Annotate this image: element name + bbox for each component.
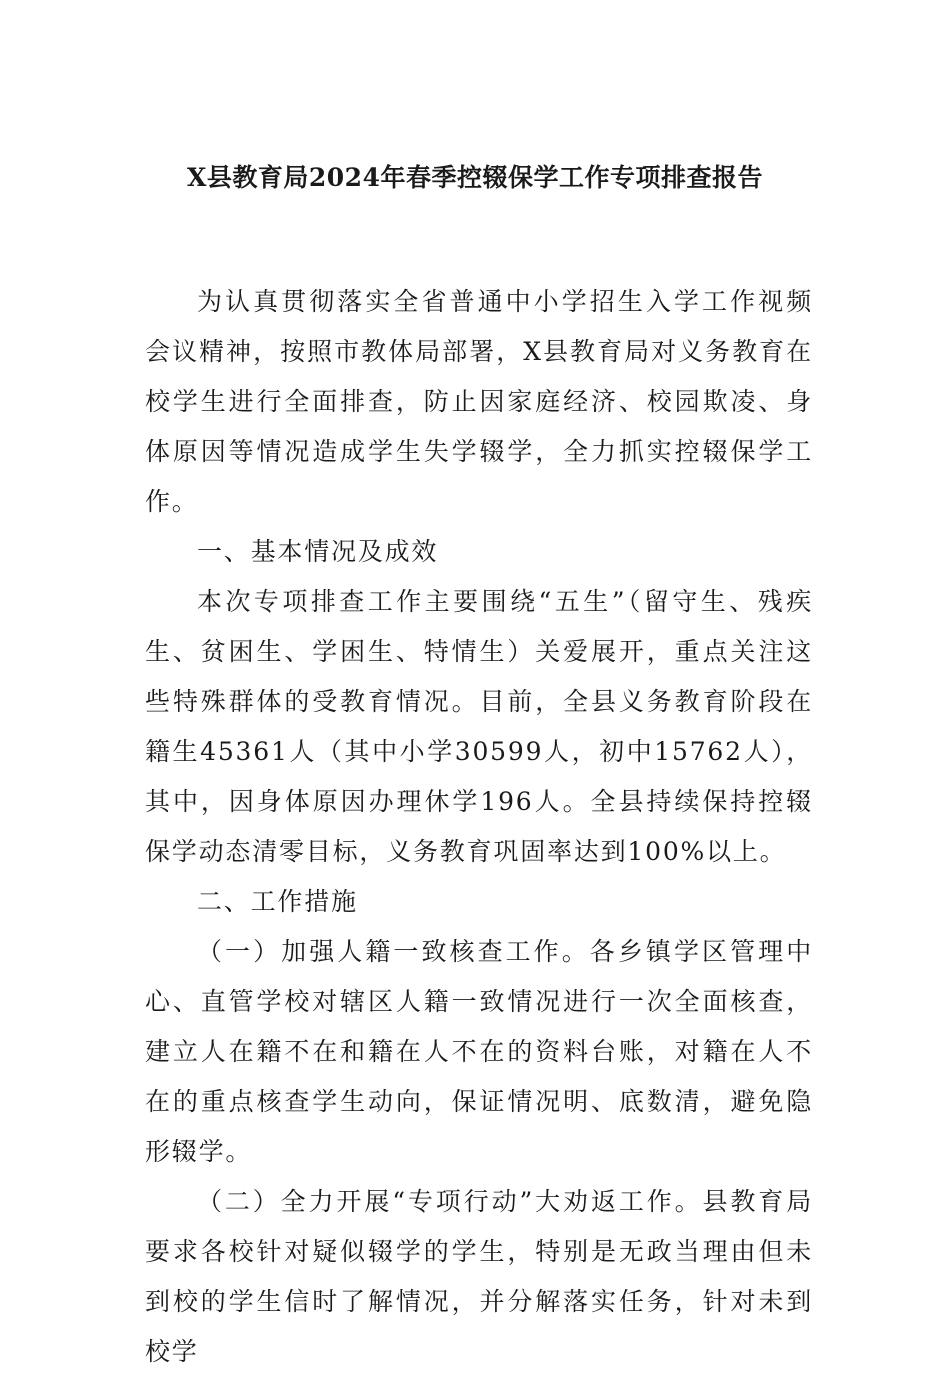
basic-situation-paragraph: 本次专项排查工作主要围绕“五生”（留守生、残疾生、贫困生、学困生、特情生）关爱展开，重点关注这些特殊群体的受教育情况。目前，全县义务教育阶段在籍生45361人（其中小学30599人，初中15762人），其中，因身体原因办理休学196人。全县持续保持控辍保学动态清零目标，义务教育巩固率达到100%以上。	[145, 587, 813, 866]
section-heading-work-measures: 二、工作措施	[197, 887, 358, 916]
measure-1-paragraph: （一）加强人籍一致核查工作。各乡镇学区管理中心、直管学校对辖区人籍一致情况进行一次全面核查，建立人在籍不在和籍在人不在的资料台账，对籍在人不在的重点核查学生动向，保证情况明、底数清，避免隐形辍学。	[145, 937, 813, 1166]
measure-2-paragraph: （二）全力开展“专项行动”大劝返工作。县教育局要求各校针对疑似辍学的学生，特别是无政当理由但未到校的学生信时了解情况，并分解落实任务，针对未到校学	[145, 1187, 813, 1366]
intro-paragraph: 为认真贯彻落实全省普通中小学招生入学工作视频会议精神，按照市教体局部署，X县教育局对义务教育在校学生进行全面排查，防止因家庭经济、校园欺凌、身体原因等情况造成学生失学辍学，全力抓实控辍保学工作。	[145, 287, 813, 516]
section-heading-basic-situation: 一、基本情况及成效	[197, 537, 439, 566]
document-title: X县教育局2024年春季控辍保学工作专项排查报告	[187, 163, 763, 192]
document-body	[145, 277, 813, 1377]
